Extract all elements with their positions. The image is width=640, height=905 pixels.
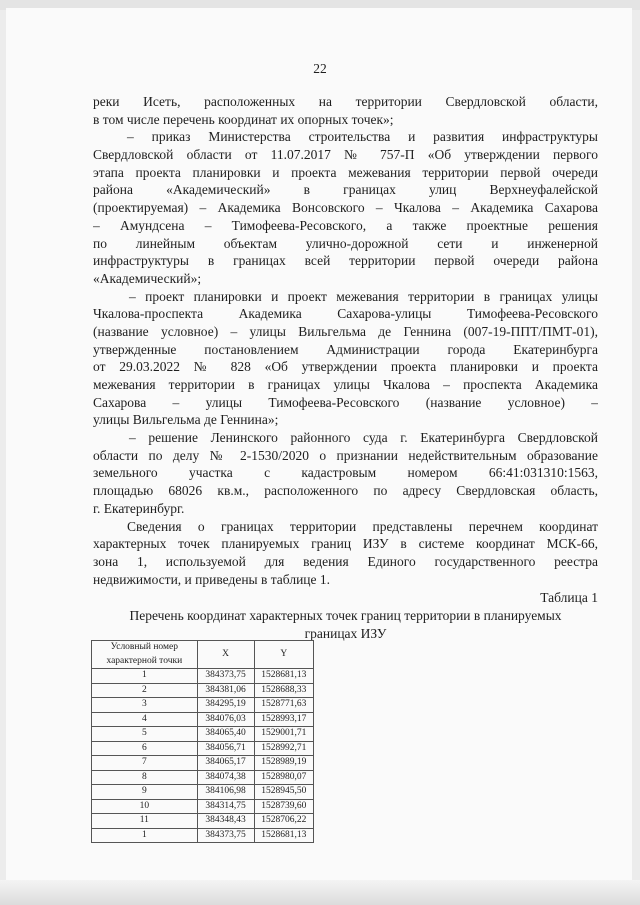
text-line: Сведения о границах территории представлены перечнем координат	[127, 518, 598, 534]
text-line: – Амундсена – Тимофеева-Ресовского, а также проектные решения	[93, 217, 598, 233]
y-coordinate-cell: 1528993,17	[254, 712, 313, 727]
header-point-number: Условный номер характерной точки	[92, 641, 198, 669]
table-header-row	[92, 641, 314, 669]
x-coordinate-cell: 384348,43	[197, 814, 254, 829]
point-number-cell: 9	[92, 785, 198, 800]
point-number-cell: 11	[92, 814, 198, 829]
table-row	[92, 799, 314, 814]
text-line: Сахарова – улицы Тимофеева-Ресовского (название условное) –	[93, 394, 598, 410]
text-line: области по делу № 2-1530/2020 о признании недействительным образование	[93, 447, 598, 463]
x-coordinate-cell: 384065,17	[197, 756, 254, 771]
text-line: улицы Вильгельма де Геннина»;	[93, 412, 279, 428]
point-number-cell: 6	[92, 741, 198, 756]
table-row	[92, 727, 314, 742]
page-number: 22	[313, 61, 327, 76]
table-row	[92, 712, 314, 727]
header-y: Y	[254, 641, 313, 669]
point-number-cell: 10	[92, 799, 198, 814]
text-line: Свердловской области от 11.07.2017 № 757-П «Об утверждении первого	[93, 147, 598, 163]
text-line: в том числе перечень координат их опорных точек»;	[93, 111, 394, 127]
point-number-cell: 4	[92, 712, 198, 727]
point-number-cell: 1	[92, 828, 198, 843]
text-line: зона 1, используемой для ведения Единого государственного реестра	[93, 553, 598, 569]
point-number-cell: 5	[92, 727, 198, 742]
text-line: межевания территории в границах улицы Чкалова – проспекта Академика	[93, 377, 598, 392]
point-number-cell: 3	[92, 698, 198, 713]
text-line: Перечень координат характерных точек границ территории в планируемых	[129, 607, 562, 623]
text-line: реки Исеть, расположенных на территории Свердловской области,	[93, 94, 598, 109]
y-coordinate-cell: 1528989,19	[254, 756, 313, 771]
y-coordinate-cell: 1528980,07	[254, 770, 313, 785]
x-coordinate-cell: 384381,06	[197, 683, 254, 698]
document-body	[93, 93, 598, 642]
text-line: инфраструктуры в границах всей территории первой очереди района	[93, 253, 598, 269]
y-coordinate-cell: 1528681,13	[254, 669, 313, 684]
table-row	[92, 683, 314, 698]
table-row	[92, 756, 314, 771]
point-number-cell: 7	[92, 756, 198, 771]
x-coordinate-cell: 384076,03	[197, 712, 254, 727]
x-coordinate-cell: 384074,38	[197, 770, 254, 785]
header-x: X	[197, 641, 254, 669]
text-line: от 29.03.2022 № 828 «Об утверждении проекта планировки и проекта	[93, 359, 598, 375]
text-line: границах ИЗУ	[304, 625, 387, 641]
y-coordinate-cell: 1528688,33	[254, 683, 313, 698]
text-line: характерных точек планируемых границ ИЗУ в системе координат МСК-66,	[93, 536, 598, 552]
y-coordinate-cell: 1528681,13	[254, 828, 313, 843]
text-line: земельного участка с кадастровым номером 66:41:031310:1563,	[93, 465, 598, 481]
y-coordinate-cell: 1528706,22	[254, 814, 313, 829]
text-line: района «Академический» в границах улиц Верхнеуфалейской	[93, 182, 598, 198]
y-coordinate-cell: 1528739,60	[254, 799, 313, 814]
text-line: (название условное) – улицы Вильгельма де Геннина (007-19-ППТ/ПМТ-01),	[93, 323, 598, 339]
text-line: по линейным объектам улично-дорожной сети и инженерной	[93, 235, 598, 251]
table-row	[92, 698, 314, 713]
text-line: «Академический»;	[93, 270, 202, 286]
text-line: – приказ Министерства строительства и развития инфраструктуры	[127, 129, 598, 145]
text-line: Таблица 1	[540, 590, 598, 606]
text-line: этапа проекта планировки и проекта межевания территории первой очереди	[93, 164, 598, 180]
table-row	[92, 770, 314, 785]
scan-bottom-edge	[0, 880, 640, 905]
text-line: недвижимости, и приведены в таблице 1.	[93, 571, 331, 587]
x-coordinate-cell: 384373,75	[197, 828, 254, 843]
y-coordinate-cell: 1529001,71	[254, 727, 313, 742]
x-coordinate-cell: 384373,75	[197, 669, 254, 684]
y-coordinate-cell: 1528771,63	[254, 698, 313, 713]
y-coordinate-cell: 1528945,50	[254, 785, 313, 800]
text-line: г. Екатеринбург.	[93, 500, 185, 516]
coordinates-table	[91, 640, 314, 843]
text-line: (проектируемая) – Академика Вонсовского – Чкалова – Академика Сахарова	[93, 200, 598, 216]
point-number-cell: 1	[92, 669, 198, 684]
text-line: – решение Ленинского районного суда г. Екатеринбурга Свердловской	[129, 430, 598, 446]
table-row	[92, 828, 314, 843]
y-coordinate-cell: 1528992,71	[254, 741, 313, 756]
text-line: площадью 68026 кв.м., расположенного по адресу Свердловская область,	[93, 483, 598, 499]
table-row	[92, 669, 314, 684]
table-row	[92, 785, 314, 800]
x-coordinate-cell: 384295,19	[197, 698, 254, 713]
text-line: – проект планировки и проект межевания территории в границах улицы	[129, 288, 598, 304]
x-coordinate-cell: 384056,71	[197, 741, 254, 756]
x-coordinate-cell: 384065,40	[197, 727, 254, 742]
x-coordinate-cell: 384314,75	[197, 799, 254, 814]
text-line: утвержденные постановлением Администрации города Екатеринбурга	[93, 341, 598, 357]
table-row	[92, 814, 314, 829]
text-line: Чкалова-проспекта Академика Сахарова-улицы Тимофеева-Ресовского	[93, 306, 598, 322]
point-number-cell: 8	[92, 770, 198, 785]
point-number-cell: 2	[92, 683, 198, 698]
table-row	[92, 741, 314, 756]
x-coordinate-cell: 384106,98	[197, 785, 254, 800]
